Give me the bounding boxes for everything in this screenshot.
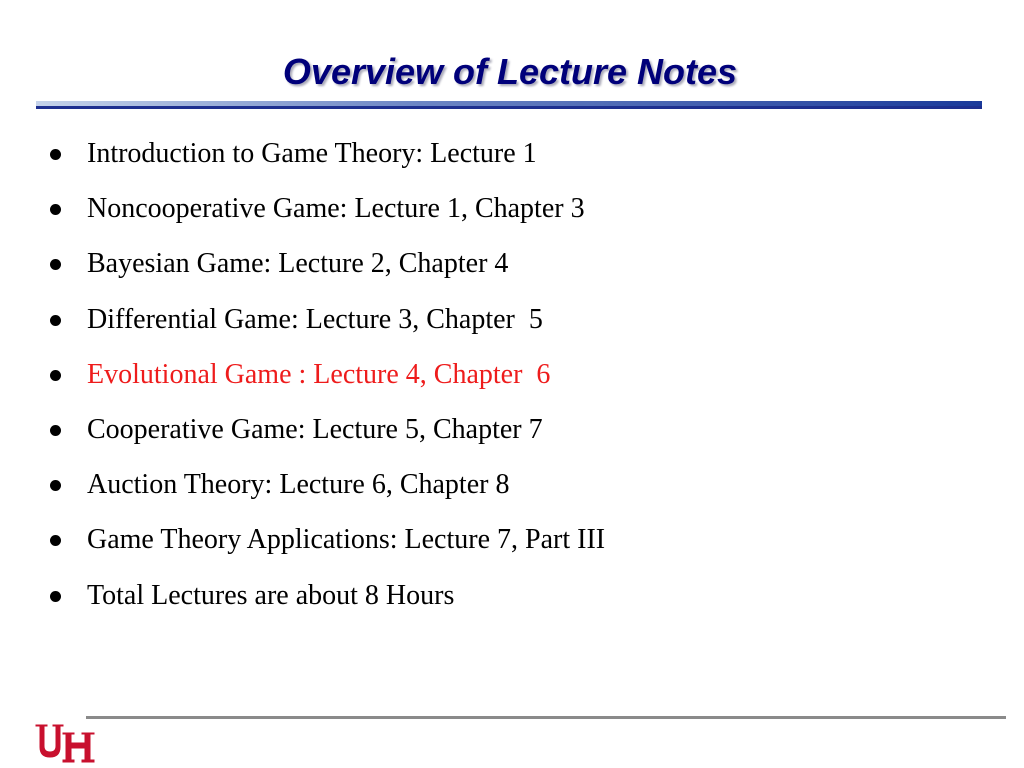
lecture-item — [50, 465, 605, 520]
lecture-item-text: Game Theory Applications: Lecture 7, Part III — [87, 524, 606, 556]
bullet-icon — [50, 204, 61, 215]
bullet-icon — [50, 425, 61, 436]
lecture-list — [50, 134, 605, 631]
logo-letter-u — [35, 724, 64, 758]
bullet-icon — [50, 370, 61, 381]
bullet-icon — [50, 535, 61, 546]
lecture-item-text: Cooperative Game: Lecture 5, Chapter 7 — [87, 413, 543, 445]
lecture-item — [50, 189, 605, 244]
lecture-item — [50, 410, 605, 465]
lecture-item — [50, 355, 605, 410]
logo-letter-h — [62, 732, 95, 763]
title-divider-dark-band — [36, 106, 982, 109]
lecture-item-text: Introduction to Game Theory: Lecture 1 — [87, 138, 537, 169]
bullet-icon — [50, 591, 61, 602]
title-divider — [36, 101, 982, 111]
lecture-item — [50, 520, 605, 575]
bullet-icon — [50, 480, 61, 491]
lecture-item-text: Bayesian Game: Lecture 2, Chapter 4 — [87, 248, 509, 280]
university-logo-icon — [34, 722, 96, 764]
lecture-item — [50, 300, 605, 355]
bullet-icon — [50, 149, 61, 160]
lecture-item-text: Evolutional Game : Lecture 4, Chapter 6 — [87, 358, 551, 390]
lecture-item-text: Differential Game: Lecture 3, Chapter 5 — [87, 303, 543, 335]
lecture-item-text: Auction Theory: Lecture 6, Chapter 8 — [87, 469, 510, 501]
lecture-item — [50, 134, 605, 189]
bullet-icon — [50, 259, 61, 270]
slide-title: Overview of Lecture Notes — [282, 51, 738, 92]
footer-divider — [86, 716, 1006, 719]
lecture-item — [50, 244, 605, 299]
lecture-item — [50, 576, 605, 631]
bullet-icon — [50, 315, 61, 326]
lecture-item-text: Noncooperative Game: Lecture 1, Chapter 3 — [87, 193, 585, 225]
lecture-item-text: Total Lectures are about 8 Hours — [87, 579, 455, 611]
